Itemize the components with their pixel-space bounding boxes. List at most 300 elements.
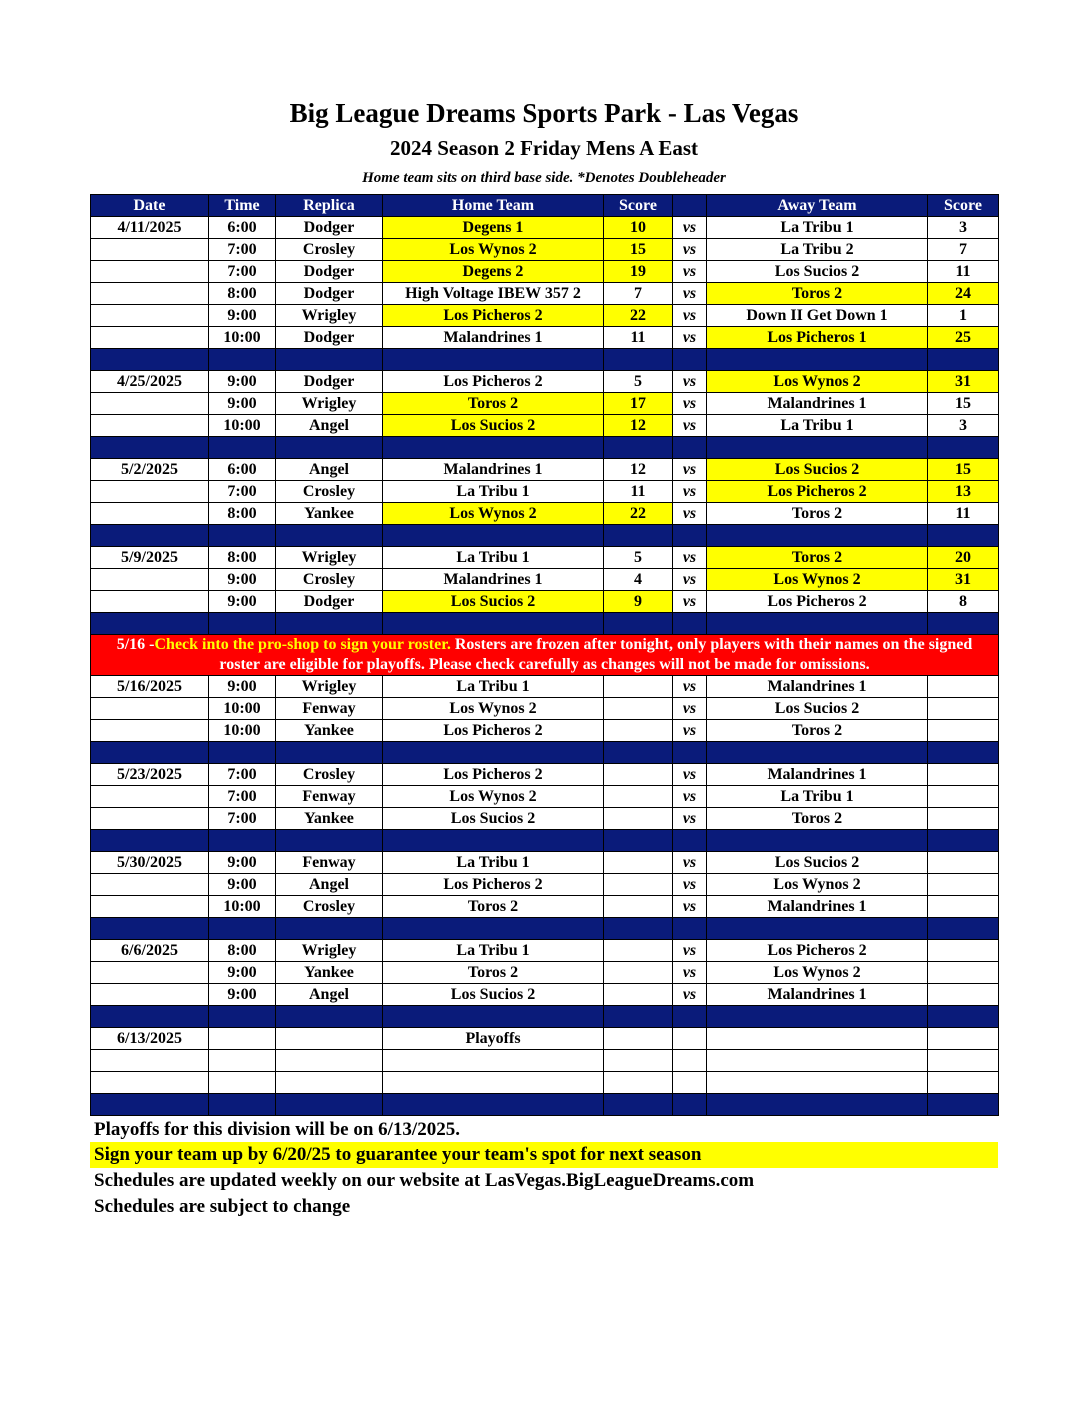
separator-cell — [673, 1094, 707, 1116]
vs-cell: vs — [673, 676, 707, 698]
date-cell: 5/2/2025 — [91, 459, 209, 481]
replica-cell: Angel — [276, 415, 383, 437]
time-cell: 10:00 — [209, 415, 276, 437]
separator-cell — [604, 349, 673, 371]
home-team-cell: Playoffs — [383, 1028, 604, 1050]
vs-cell: vs — [673, 481, 707, 503]
home-team-cell: Degens 1 — [383, 217, 604, 239]
time-cell: 9:00 — [209, 393, 276, 415]
time-cell: 8:00 — [209, 547, 276, 569]
time-cell: 9:00 — [209, 984, 276, 1006]
replica-cell: Dodger — [276, 371, 383, 393]
separator-cell — [707, 742, 928, 764]
vs-cell — [673, 1072, 707, 1094]
replica-cell: Crosley — [276, 764, 383, 786]
home-score-cell — [604, 874, 673, 896]
footer-signup: Sign your team up by 6/20/25 to guarantee your team's spot for next season — [90, 1142, 998, 1168]
separator-row — [91, 1094, 999, 1116]
vs-cell: vs — [673, 764, 707, 786]
vs-cell: vs — [673, 874, 707, 896]
away-score-cell — [928, 720, 999, 742]
separator-cell — [707, 437, 928, 459]
home-team-cell: High Voltage IBEW 357 2 — [383, 283, 604, 305]
away-score-cell — [928, 940, 999, 962]
separator-cell — [673, 437, 707, 459]
time-cell: 10:00 — [209, 327, 276, 349]
date-cell — [91, 503, 209, 525]
home-team-cell: Los Sucios 2 — [383, 808, 604, 830]
home-team-cell: Toros 2 — [383, 896, 604, 918]
separator-cell — [707, 349, 928, 371]
replica-cell — [276, 1050, 383, 1072]
replica-cell: Dodger — [276, 283, 383, 305]
home-score-cell: 17 — [604, 393, 673, 415]
vs-cell: vs — [673, 940, 707, 962]
date-cell — [91, 261, 209, 283]
home-team-cell: Los Wynos 2 — [383, 698, 604, 720]
away-team-cell: La Tribu 1 — [707, 786, 928, 808]
replica-cell: Wrigley — [276, 940, 383, 962]
game-row — [91, 984, 999, 1006]
separator-cell — [209, 613, 276, 635]
date-cell: 4/11/2025 — [91, 217, 209, 239]
away-score-cell: 31 — [928, 371, 999, 393]
away-team-cell: Los Picheros 2 — [707, 481, 928, 503]
separator-cell — [91, 525, 209, 547]
separator-cell — [383, 918, 604, 940]
separator-row — [91, 1006, 999, 1028]
separator-cell — [276, 613, 383, 635]
home-team-cell: La Tribu 1 — [383, 852, 604, 874]
away-team-cell: La Tribu 1 — [707, 217, 928, 239]
game-row — [91, 393, 999, 415]
game-row — [91, 786, 999, 808]
separator-row — [91, 525, 999, 547]
game-row — [91, 371, 999, 393]
away-team-cell: Los Wynos 2 — [707, 371, 928, 393]
separator-cell — [928, 525, 999, 547]
separator-row — [91, 830, 999, 852]
game-row — [91, 261, 999, 283]
game-row — [91, 591, 999, 613]
home-score-cell — [604, 698, 673, 720]
date-cell — [91, 984, 209, 1006]
date-cell — [91, 874, 209, 896]
game-row — [91, 547, 999, 569]
separator-cell — [209, 918, 276, 940]
date-cell: 5/16/2025 — [91, 676, 209, 698]
away-score-cell — [928, 874, 999, 896]
footer-website: Schedules are updated weekly on our website at LasVegas.BigLeagueDreams.com — [94, 1170, 755, 1191]
time-cell: 7:00 — [209, 239, 276, 261]
separator-cell — [604, 525, 673, 547]
col-header-time: Time — [209, 195, 276, 217]
vs-cell: vs — [673, 371, 707, 393]
time-cell: 10:00 — [209, 698, 276, 720]
separator-cell — [276, 525, 383, 547]
time-cell — [209, 1028, 276, 1050]
date-cell — [91, 896, 209, 918]
separator-row — [91, 613, 999, 635]
date-cell: 6/13/2025 — [91, 1028, 209, 1050]
separator-cell — [276, 437, 383, 459]
home-team-cell: La Tribu 1 — [383, 481, 604, 503]
footer-subject-to-change: Schedules are subject to change — [94, 1196, 351, 1217]
home-team-cell: La Tribu 1 — [383, 547, 604, 569]
home-score-cell: 19 — [604, 261, 673, 283]
time-cell: 7:00 — [209, 808, 276, 830]
away-team-cell — [707, 1028, 928, 1050]
home-score-cell — [604, 1028, 673, 1050]
time-cell: 9:00 — [209, 591, 276, 613]
game-row — [91, 1050, 999, 1072]
game-row — [91, 940, 999, 962]
date-cell — [91, 327, 209, 349]
home-score-cell: 9 — [604, 591, 673, 613]
home-team-cell: Toros 2 — [383, 393, 604, 415]
home-team-cell: Los Sucios 2 — [383, 415, 604, 437]
away-team-cell: Los Wynos 2 — [707, 874, 928, 896]
separator-cell — [383, 1094, 604, 1116]
vs-cell: vs — [673, 698, 707, 720]
home-score-cell — [604, 1072, 673, 1094]
separator-cell — [383, 437, 604, 459]
separator-cell — [383, 830, 604, 852]
vs-cell: vs — [673, 852, 707, 874]
col-header-replica: Replica — [276, 195, 383, 217]
separator-cell — [604, 830, 673, 852]
separator-cell — [604, 1006, 673, 1028]
date-cell — [91, 808, 209, 830]
away-team-cell: Malandrines 1 — [707, 896, 928, 918]
replica-cell: Wrigley — [276, 676, 383, 698]
home-team-cell: Los Sucios 2 — [383, 591, 604, 613]
replica-cell: Crosley — [276, 896, 383, 918]
home-team-cell: La Tribu 1 — [383, 676, 604, 698]
away-team-cell: Los Picheros 2 — [707, 591, 928, 613]
date-cell — [91, 305, 209, 327]
home-team-cell: Los Sucios 2 — [383, 984, 604, 1006]
notice-text: Rosters are frozen after tonight, only players with their names on the signed roster are eligible for playoffs. Please check carefully as changes will not be made for omissions. — [219, 636, 973, 673]
home-team-cell: La Tribu 1 — [383, 940, 604, 962]
home-score-cell — [604, 984, 673, 1006]
separator-cell — [383, 1006, 604, 1028]
away-team-cell: Los Wynos 2 — [707, 962, 928, 984]
home-score-cell: 11 — [604, 327, 673, 349]
home-score-cell: 10 — [604, 217, 673, 239]
home-score-cell — [604, 808, 673, 830]
game-row — [91, 874, 999, 896]
home-team-cell: Los Picheros 2 — [383, 720, 604, 742]
game-row — [91, 283, 999, 305]
date-cell — [91, 569, 209, 591]
separator-cell — [276, 918, 383, 940]
home-team-cell: Malandrines 1 — [383, 327, 604, 349]
away-team-cell: Los Wynos 2 — [707, 569, 928, 591]
away-team-cell: Malandrines 1 — [707, 393, 928, 415]
separator-cell — [707, 613, 928, 635]
time-cell: 7:00 — [209, 764, 276, 786]
home-team-note: Home team sits on third base side. *Denotes Doubleheader — [362, 170, 726, 186]
time-cell: 9:00 — [209, 569, 276, 591]
home-score-cell: 22 — [604, 503, 673, 525]
replica-cell: Dodger — [276, 217, 383, 239]
replica-cell: Yankee — [276, 503, 383, 525]
col-header-home-team: Home Team — [383, 195, 604, 217]
separator-cell — [209, 742, 276, 764]
home-score-cell — [604, 786, 673, 808]
home-score-cell — [604, 896, 673, 918]
home-score-cell: 5 — [604, 547, 673, 569]
away-score-cell — [928, 698, 999, 720]
separator-row — [91, 742, 999, 764]
notice-highlight: Check into the pro-shop to sign your roster. — [154, 636, 451, 653]
away-score-cell: 15 — [928, 459, 999, 481]
game-row — [91, 764, 999, 786]
game-row — [91, 852, 999, 874]
separator-cell — [91, 613, 209, 635]
home-score-cell: 15 — [604, 239, 673, 261]
replica-cell: Wrigley — [276, 393, 383, 415]
notice-prefix: 5/16 - — [116, 636, 155, 653]
away-team-cell: Los Sucios 2 — [707, 459, 928, 481]
away-team-cell: Los Sucios 2 — [707, 852, 928, 874]
away-score-cell — [928, 984, 999, 1006]
date-cell — [91, 1050, 209, 1072]
game-row — [91, 503, 999, 525]
home-score-cell — [604, 852, 673, 874]
home-score-cell — [604, 962, 673, 984]
replica-cell: Wrigley — [276, 547, 383, 569]
game-row — [91, 676, 999, 698]
vs-cell: vs — [673, 305, 707, 327]
date-cell — [91, 283, 209, 305]
separator-cell — [91, 437, 209, 459]
separator-cell — [604, 437, 673, 459]
separator-row — [91, 437, 999, 459]
replica-cell — [276, 1028, 383, 1050]
replica-cell: Fenway — [276, 852, 383, 874]
game-row — [91, 327, 999, 349]
home-score-cell — [604, 1050, 673, 1072]
separator-cell — [383, 525, 604, 547]
replica-cell: Crosley — [276, 239, 383, 261]
away-team-cell: Toros 2 — [707, 720, 928, 742]
away-score-cell: 15 — [928, 393, 999, 415]
home-score-cell: 12 — [604, 415, 673, 437]
date-cell: 6/6/2025 — [91, 940, 209, 962]
page-title: Big League Dreams Sports Park - Las Vegas — [289, 98, 799, 128]
separator-cell — [928, 742, 999, 764]
game-row — [91, 459, 999, 481]
separator-cell — [383, 742, 604, 764]
away-team-cell: Los Picheros 1 — [707, 327, 928, 349]
schedule-table — [90, 194, 999, 1116]
away-team-cell: Toros 2 — [707, 547, 928, 569]
separator-cell — [673, 830, 707, 852]
away-score-cell: 11 — [928, 261, 999, 283]
replica-cell: Dodger — [276, 261, 383, 283]
separator-cell — [928, 918, 999, 940]
vs-cell: vs — [673, 239, 707, 261]
home-team-cell: Los Wynos 2 — [383, 786, 604, 808]
replica-cell — [276, 1072, 383, 1094]
home-score-cell — [604, 720, 673, 742]
vs-cell — [673, 1028, 707, 1050]
replica-cell: Wrigley — [276, 305, 383, 327]
date-cell: 5/23/2025 — [91, 764, 209, 786]
separator-cell — [707, 1094, 928, 1116]
separator-cell — [707, 525, 928, 547]
separator-cell — [91, 742, 209, 764]
time-cell: 9:00 — [209, 305, 276, 327]
separator-cell — [209, 1094, 276, 1116]
time-cell: 10:00 — [209, 720, 276, 742]
home-score-cell: 7 — [604, 283, 673, 305]
away-team-cell: Malandrines 1 — [707, 984, 928, 1006]
time-cell: 8:00 — [209, 503, 276, 525]
away-score-cell: 1 — [928, 305, 999, 327]
away-team-cell: Malandrines 1 — [707, 676, 928, 698]
home-score-cell: 11 — [604, 481, 673, 503]
home-team-cell — [383, 1072, 604, 1094]
date-cell — [91, 786, 209, 808]
home-team-cell: Los Picheros 2 — [383, 764, 604, 786]
separator-cell — [604, 613, 673, 635]
date-cell — [91, 393, 209, 415]
separator-cell — [928, 830, 999, 852]
separator-cell — [928, 1006, 999, 1028]
away-score-cell: 31 — [928, 569, 999, 591]
date-cell — [91, 591, 209, 613]
vs-cell: vs — [673, 547, 707, 569]
away-team-cell: Los Sucios 2 — [707, 698, 928, 720]
replica-cell: Yankee — [276, 808, 383, 830]
game-row — [91, 808, 999, 830]
home-team-cell: Los Picheros 2 — [383, 874, 604, 896]
home-team-cell — [383, 1050, 604, 1072]
date-cell — [91, 481, 209, 503]
away-score-cell: 20 — [928, 547, 999, 569]
date-cell: 5/9/2025 — [91, 547, 209, 569]
time-cell: 8:00 — [209, 283, 276, 305]
away-team-cell — [707, 1072, 928, 1094]
separator-cell — [91, 830, 209, 852]
vs-cell: vs — [673, 720, 707, 742]
away-score-cell: 3 — [928, 415, 999, 437]
col-header-home-score: Score — [604, 195, 673, 217]
schedule-body — [91, 217, 999, 1116]
separator-cell — [604, 1094, 673, 1116]
vs-cell: vs — [673, 569, 707, 591]
vs-cell: vs — [673, 217, 707, 239]
separator-cell — [209, 830, 276, 852]
separator-cell — [673, 1006, 707, 1028]
separator-cell — [707, 1006, 928, 1028]
game-row — [91, 217, 999, 239]
time-cell: 9:00 — [209, 676, 276, 698]
vs-cell: vs — [673, 503, 707, 525]
time-cell: 7:00 — [209, 261, 276, 283]
vs-cell: vs — [673, 327, 707, 349]
game-row — [91, 481, 999, 503]
game-row — [91, 239, 999, 261]
separator-cell — [673, 525, 707, 547]
time-cell: 9:00 — [209, 874, 276, 896]
away-score-cell — [928, 676, 999, 698]
replica-cell: Yankee — [276, 720, 383, 742]
replica-cell: Angel — [276, 874, 383, 896]
home-score-cell: 5 — [604, 371, 673, 393]
separator-cell — [928, 349, 999, 371]
separator-cell — [604, 918, 673, 940]
away-team-cell: La Tribu 1 — [707, 415, 928, 437]
vs-cell: vs — [673, 896, 707, 918]
col-header-away-team: Away Team — [707, 195, 928, 217]
game-row — [91, 415, 999, 437]
home-team-cell: Toros 2 — [383, 962, 604, 984]
replica-cell: Dodger — [276, 591, 383, 613]
replica-cell: Crosley — [276, 481, 383, 503]
vs-cell: vs — [673, 962, 707, 984]
separator-cell — [276, 1006, 383, 1028]
game-row — [91, 698, 999, 720]
away-score-cell: 24 — [928, 283, 999, 305]
separator-cell — [209, 437, 276, 459]
date-cell: 4/25/2025 — [91, 371, 209, 393]
vs-cell: vs — [673, 393, 707, 415]
away-team-cell: Los Sucios 2 — [707, 261, 928, 283]
separator-cell — [209, 1006, 276, 1028]
home-team-cell: Degens 2 — [383, 261, 604, 283]
separator-cell — [91, 1006, 209, 1028]
away-team-cell: Malandrines 1 — [707, 764, 928, 786]
time-cell — [209, 1050, 276, 1072]
separator-cell — [276, 742, 383, 764]
away-team-cell: Toros 2 — [707, 283, 928, 305]
separator-cell — [209, 349, 276, 371]
roster-notice — [91, 635, 999, 676]
footer-playoffs: Playoffs for this division will be on 6/13/2025. — [94, 1119, 460, 1140]
away-score-cell: 3 — [928, 217, 999, 239]
away-score-cell: 11 — [928, 503, 999, 525]
date-cell — [91, 1072, 209, 1094]
home-score-cell — [604, 676, 673, 698]
date-cell — [91, 698, 209, 720]
date-cell — [91, 415, 209, 437]
vs-cell: vs — [673, 808, 707, 830]
separator-row — [91, 918, 999, 940]
time-cell: 7:00 — [209, 481, 276, 503]
roster-notice-row — [91, 635, 999, 676]
away-score-cell: 13 — [928, 481, 999, 503]
away-score-cell — [928, 1050, 999, 1072]
vs-cell: vs — [673, 283, 707, 305]
home-team-cell: Los Wynos 2 — [383, 503, 604, 525]
col-header-vs — [673, 195, 707, 217]
time-cell: 6:00 — [209, 459, 276, 481]
replica-cell: Angel — [276, 459, 383, 481]
home-score-cell: 12 — [604, 459, 673, 481]
home-score-cell: 22 — [604, 305, 673, 327]
date-cell: 5/30/2025 — [91, 852, 209, 874]
separator-cell — [276, 830, 383, 852]
vs-cell: vs — [673, 261, 707, 283]
date-cell — [91, 239, 209, 261]
away-score-cell — [928, 1028, 999, 1050]
separator-cell — [91, 918, 209, 940]
separator-cell — [673, 918, 707, 940]
